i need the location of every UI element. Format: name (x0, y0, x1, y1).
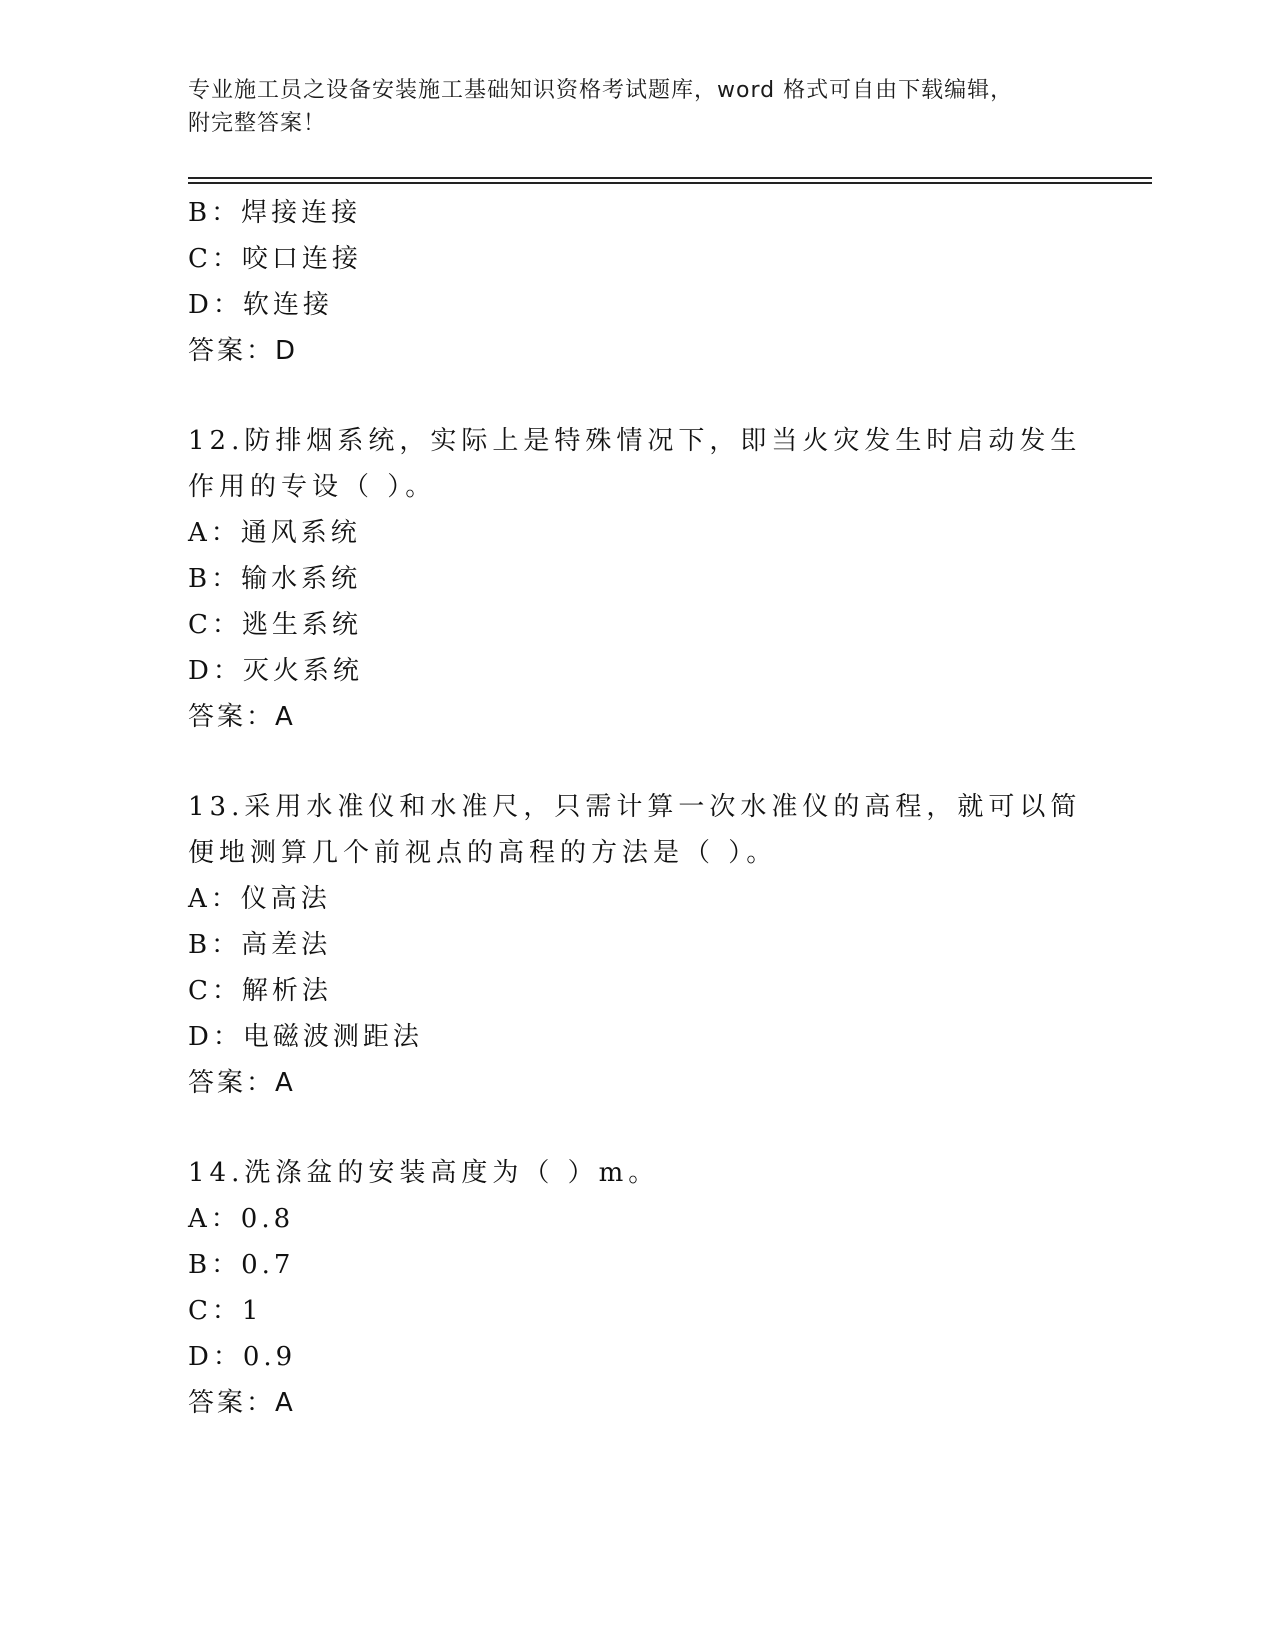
option-b: B：输水系统 (188, 564, 362, 594)
option-b: B：焊接连接 (188, 198, 362, 228)
answer: 答案：A (188, 1068, 296, 1098)
question-list (188, 190, 1088, 1426)
header-divider-top (188, 177, 1152, 179)
option-c: C：解析法 (188, 976, 332, 1006)
option-a: A：仪高法 (188, 884, 331, 914)
header-divider-bottom (188, 182, 1152, 184)
answer: 答案：A (188, 1388, 296, 1418)
question-13 (188, 784, 1088, 1106)
option-b: B：0.7 (188, 1250, 295, 1280)
question-stem: 12.防排烟系统，实际上是特殊情况下，即当火灾发生时启动发生作用的专设（ ）。 (188, 426, 1082, 502)
question-11 (188, 190, 1088, 374)
answer: 答案：A (188, 702, 296, 732)
answer: 答案：D (188, 336, 299, 366)
option-d: D：灭火系统 (188, 656, 363, 686)
question-stem: 14.洗涤盆的安装高度为（ ）m。 (188, 1158, 660, 1188)
option-d: D：软连接 (188, 290, 333, 320)
header-line-2: 附完整答案！ (188, 111, 327, 136)
question-stem: 13.采用水准仪和水准尺，只需计算一次水准仪的高程，就可以简便地测算几个前视点的高程的方法是（ ）。 (188, 792, 1082, 868)
option-a: A：0.8 (188, 1204, 295, 1234)
question-14 (188, 1150, 1088, 1426)
option-c: C：1 (188, 1296, 263, 1326)
option-d: D：电磁波测距法 (188, 1022, 423, 1052)
option-c: C：逃生系统 (188, 610, 362, 640)
option-c: C：咬口连接 (188, 244, 362, 274)
question-12 (188, 418, 1088, 740)
header-line-1: 专业施工员之设备安装施工基础知识资格考试题库，word 格式可自由下载编辑， (188, 78, 1014, 103)
document-header (188, 74, 1068, 140)
option-a: A：通风系统 (188, 518, 361, 548)
option-d: D：0.9 (188, 1342, 297, 1372)
option-b: B：高差法 (188, 930, 332, 960)
